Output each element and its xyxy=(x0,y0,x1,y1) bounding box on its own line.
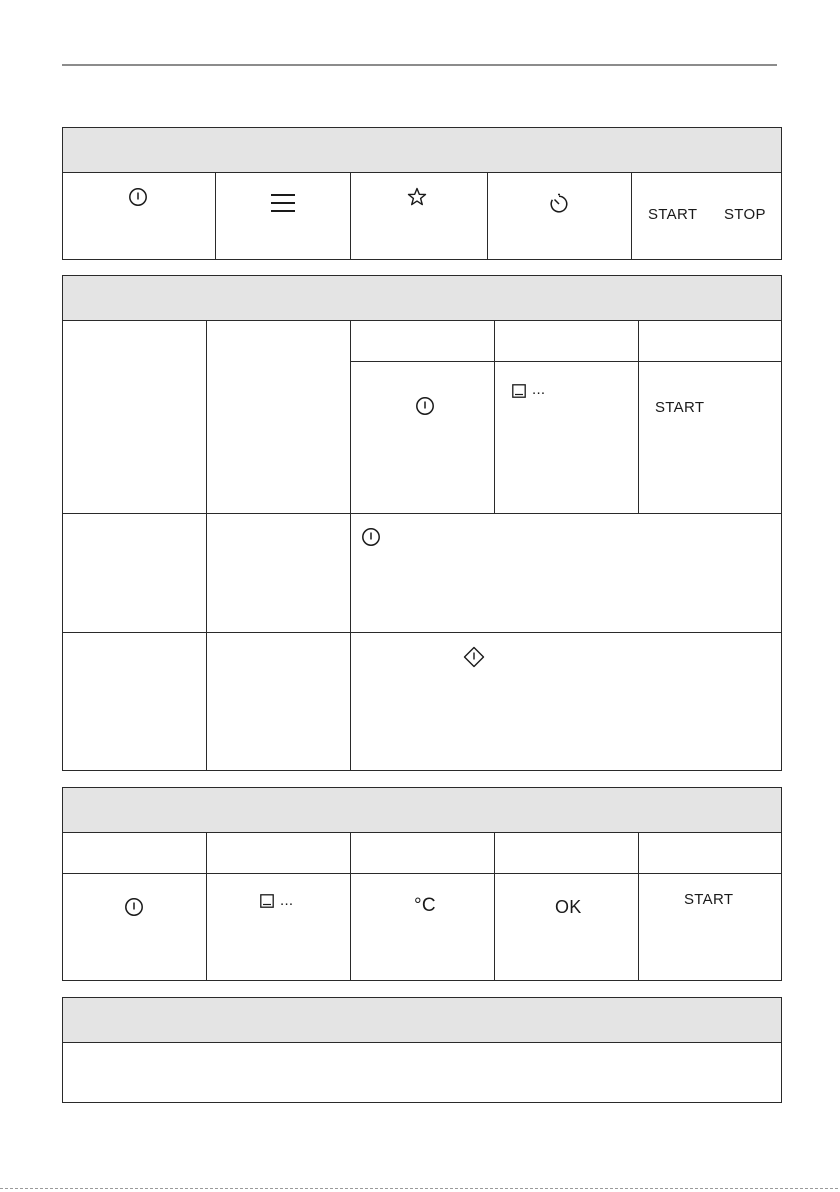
power-icon xyxy=(127,186,149,208)
power-icon xyxy=(360,526,382,548)
controls-table xyxy=(62,127,782,260)
setup-table xyxy=(62,275,782,771)
divider xyxy=(63,632,782,633)
note-table-header xyxy=(63,998,781,1043)
divider xyxy=(494,320,495,514)
oven-icon xyxy=(259,893,275,909)
divider xyxy=(63,873,782,874)
note-table xyxy=(62,997,782,1103)
divider xyxy=(638,832,639,981)
start-label: START xyxy=(655,399,705,416)
divider xyxy=(487,172,488,260)
divider xyxy=(631,172,632,260)
divider xyxy=(494,832,495,981)
timer-icon xyxy=(547,192,571,216)
divider xyxy=(350,832,351,981)
divider xyxy=(215,172,216,260)
oven-icon xyxy=(511,383,527,399)
divider xyxy=(350,172,351,260)
page-top-rule xyxy=(62,64,777,66)
stop-label: STOP xyxy=(724,206,766,223)
divider xyxy=(206,832,207,981)
start-label: START xyxy=(648,206,698,223)
power-icon xyxy=(123,896,145,918)
celsius-label: °C xyxy=(414,895,436,916)
menu-icon xyxy=(269,191,297,215)
start-label: START xyxy=(684,891,734,908)
divider xyxy=(351,361,782,362)
steps-table xyxy=(62,787,782,981)
divider xyxy=(63,513,782,514)
divider xyxy=(206,320,207,771)
start-diamond-icon xyxy=(462,645,486,669)
star-icon xyxy=(406,186,428,208)
page-bottom-rule xyxy=(0,1188,840,1189)
setup-table-header xyxy=(63,276,781,321)
ellipsis: ... xyxy=(280,892,294,909)
divider xyxy=(638,320,639,514)
steps-table-header xyxy=(63,788,781,833)
power-icon xyxy=(414,395,436,417)
controls-table-header xyxy=(63,128,781,173)
ok-label: OK xyxy=(555,897,582,917)
ellipsis: ... xyxy=(532,381,546,398)
divider xyxy=(350,320,351,771)
